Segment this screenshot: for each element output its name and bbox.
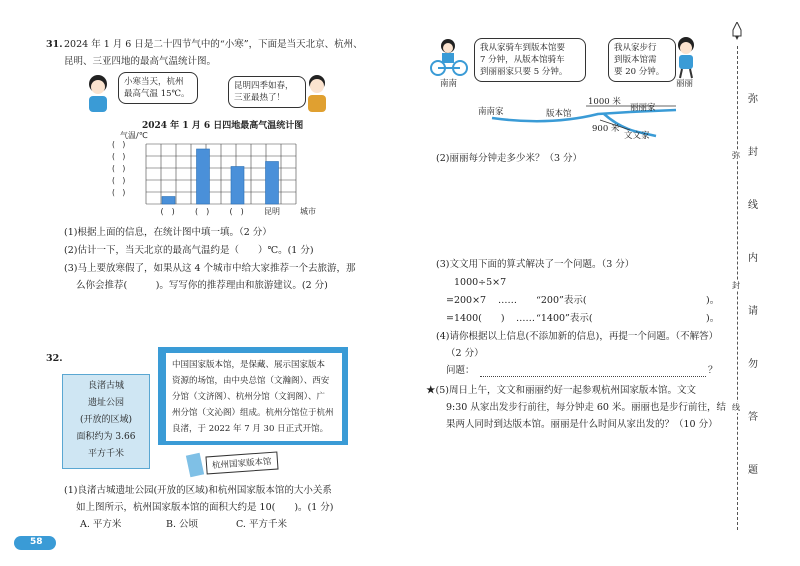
q4-problem-label: 问题：	[446, 365, 475, 376]
seal-label: 弥	[732, 151, 740, 160]
seal-label: 封	[732, 281, 740, 290]
option-c: C. 平方千米	[236, 519, 287, 530]
bubble-left-line1: 小寒当天，杭州	[124, 77, 184, 87]
museum-line: 资源的场馆，由中央总馆（文瀚阁）、西安	[172, 376, 330, 386]
chart-title: 2024 年 1 月 6 日四地最高气温统计图	[142, 121, 304, 131]
q4-question-mark: ？	[708, 365, 718, 376]
x-tick-label: 昆明	[264, 207, 280, 216]
q31-sub1: (1)根据上面的信息，在统计图中填一填。（2 分）	[64, 227, 272, 238]
museum-sign: 杭州国家版本馆	[205, 452, 278, 475]
map-museum: 版本馆	[546, 109, 572, 119]
lili-bubble-line: 到版本馆需	[614, 55, 657, 65]
option-b: B. 公顷	[166, 519, 199, 530]
q31-intro-line1: 2024 年 1 月 6 日是二十四节气中的“小寒”，下面是当天北京、杭州、	[64, 39, 363, 50]
q2-text: (2)丽丽每分钟走多少米？（3 分）	[436, 153, 583, 164]
sidebar-char: 封	[748, 147, 758, 158]
y-tick-label: ( )	[112, 164, 126, 173]
bar	[197, 149, 210, 204]
q3-text: (3)文文用下面的算式解决了一个问题。（3 分）	[436, 259, 635, 270]
q4-line1: (4)请你根据以上信息(不添加新的信息)，再提一个问题。（不解答）	[436, 331, 719, 342]
calc-line2-close: )。	[706, 295, 720, 306]
map-lili-home: 丽丽家	[630, 103, 656, 113]
x-tick-label: ( )	[195, 207, 210, 216]
q31-number: 31.	[46, 39, 63, 50]
bubble-right-line1: 昆明四季如春，	[234, 81, 294, 91]
q31-sub2: (2)估计一下，当天北京的最高气温约是（ ）℃。(1 分)	[64, 245, 314, 256]
y-tick-label: ( )	[112, 176, 126, 185]
calc-line3: =1400( )	[446, 313, 505, 324]
x-axis-label: 城市	[300, 207, 316, 216]
museum-building-icon	[186, 453, 204, 477]
q5-line1: ★(5)周日上午，文文和丽丽约好一起参观杭州国家版本馆。文文	[426, 385, 696, 396]
map-nannan-home: 南南家	[478, 107, 504, 117]
temperature-chart	[110, 130, 340, 220]
bubble-left	[118, 72, 198, 104]
map-dist-1000: 1000 米	[588, 97, 621, 107]
park-line: (开放的区域)	[79, 415, 133, 425]
y-tick-label: ( )	[112, 152, 126, 161]
calc-line3-hint: “1400”表示(	[536, 313, 593, 324]
q31-sub3-line2: 么你会推荐( )。写写你的推荐理由和旅游建议。(2 分)	[76, 280, 328, 291]
nannan-bubble	[474, 38, 586, 82]
rocket-icon	[732, 22, 742, 40]
calc-line3-close: )。	[706, 313, 720, 324]
boy-illustration	[302, 72, 332, 114]
option-a: A. 平方米	[80, 519, 122, 530]
calc-line2-hint: “200”表示(	[536, 295, 587, 306]
q31-intro-line2: 昆明、三亚四地的最高气温统计图。	[64, 56, 217, 67]
q32-sub1-line1: (1)良渚古城遗址公园(开放的区域)和杭州国家版本馆的大小关系	[64, 485, 332, 496]
park-line: 良渚古城	[87, 381, 124, 391]
museum-line: 分馆（文济阁）、杭州分馆（文润阁）、广	[172, 392, 326, 402]
walking-girl-illustration	[672, 36, 700, 80]
lili-name: 丽丽	[676, 79, 694, 89]
sidebar-char: 勿	[748, 359, 758, 370]
nannan-bubble-line: 到丽丽家只要 5 分钟。	[480, 67, 568, 77]
q32-number: 32.	[46, 353, 63, 364]
page-number: 58	[30, 537, 43, 547]
map-wenwen-home: 文文家	[624, 131, 650, 141]
y-tick-label: ( )	[112, 188, 126, 197]
q31-sub3-line1: (3)马上要放寒假了，如果从这 4 个城市中给大家推荐一个去旅游，那	[64, 263, 356, 274]
calc-line2: =200×7	[446, 295, 487, 306]
bubble-right	[228, 76, 306, 108]
girl-illustration	[82, 72, 114, 114]
lili-bubble	[608, 38, 676, 82]
museum-line: 州分馆（文沁阁）组成。杭州分馆位于杭州	[172, 408, 334, 418]
bicycle-boy-illustration	[430, 38, 470, 78]
bar	[162, 197, 175, 205]
bar	[231, 167, 244, 205]
q5-line3: 果两人同时到达版本馆。丽丽是什么时间从家出发的？（10 分）	[446, 419, 718, 430]
nannan-name: 南南	[440, 79, 458, 89]
x-tick-label: ( )	[229, 207, 244, 216]
museum-info-text	[165, 352, 343, 442]
x-tick-label: ( )	[160, 207, 175, 216]
park-box	[62, 374, 150, 469]
q4-answer-line	[480, 376, 706, 377]
sidebar-char: 请	[748, 306, 758, 317]
park-line: 面积约为 3.66	[76, 432, 136, 442]
q4-line2: （2 分）	[446, 348, 484, 359]
museum-line: 中国国家版本馆，是保藏、展示国家版本	[172, 360, 326, 370]
park-line: 平方千米	[87, 449, 124, 459]
lili-bubble-line: 要 20 分钟。	[614, 67, 665, 77]
sidebar-char: 内	[748, 253, 758, 264]
nannan-bubble-line: 7 分钟，从版本馆骑车	[480, 55, 565, 65]
map-dist-900: 900 米	[592, 124, 620, 134]
calc-line1: 1000÷5×7	[454, 277, 507, 288]
sidebar-char: 题	[748, 465, 758, 476]
seal-label: 线	[732, 403, 740, 412]
q5-line2: 9:30 从家出发步行前往，每分钟走 60 米。丽丽也是步行前往，结	[446, 402, 726, 413]
sidebar-char: 弥	[748, 94, 758, 105]
bubble-left-line2: 最高气温 15℃。	[124, 89, 190, 99]
lili-bubble-line: 我从家步行	[614, 43, 657, 53]
y-axis-label: 气温/℃	[120, 131, 148, 140]
bar	[266, 162, 279, 205]
nannan-bubble-line: 我从家骑车到版本馆要	[480, 43, 566, 53]
calc-dots: ……	[516, 313, 535, 324]
calc-dots: ……	[498, 295, 517, 306]
museum-line: 良渚，于 2022 年 7 月 30 日正式开馆。	[172, 424, 329, 434]
sidebar-char: 线	[748, 200, 758, 211]
park-line: 遗址公园	[87, 398, 124, 408]
y-tick-label: ( )	[112, 140, 126, 149]
bubble-right-line2: 三亚最热了！	[234, 93, 286, 103]
q32-sub1-line2: 如上图所示，杭州国家版本馆的面积大约是 10( )。(1 分)	[76, 502, 334, 513]
sidebar-char: 答	[748, 412, 758, 423]
